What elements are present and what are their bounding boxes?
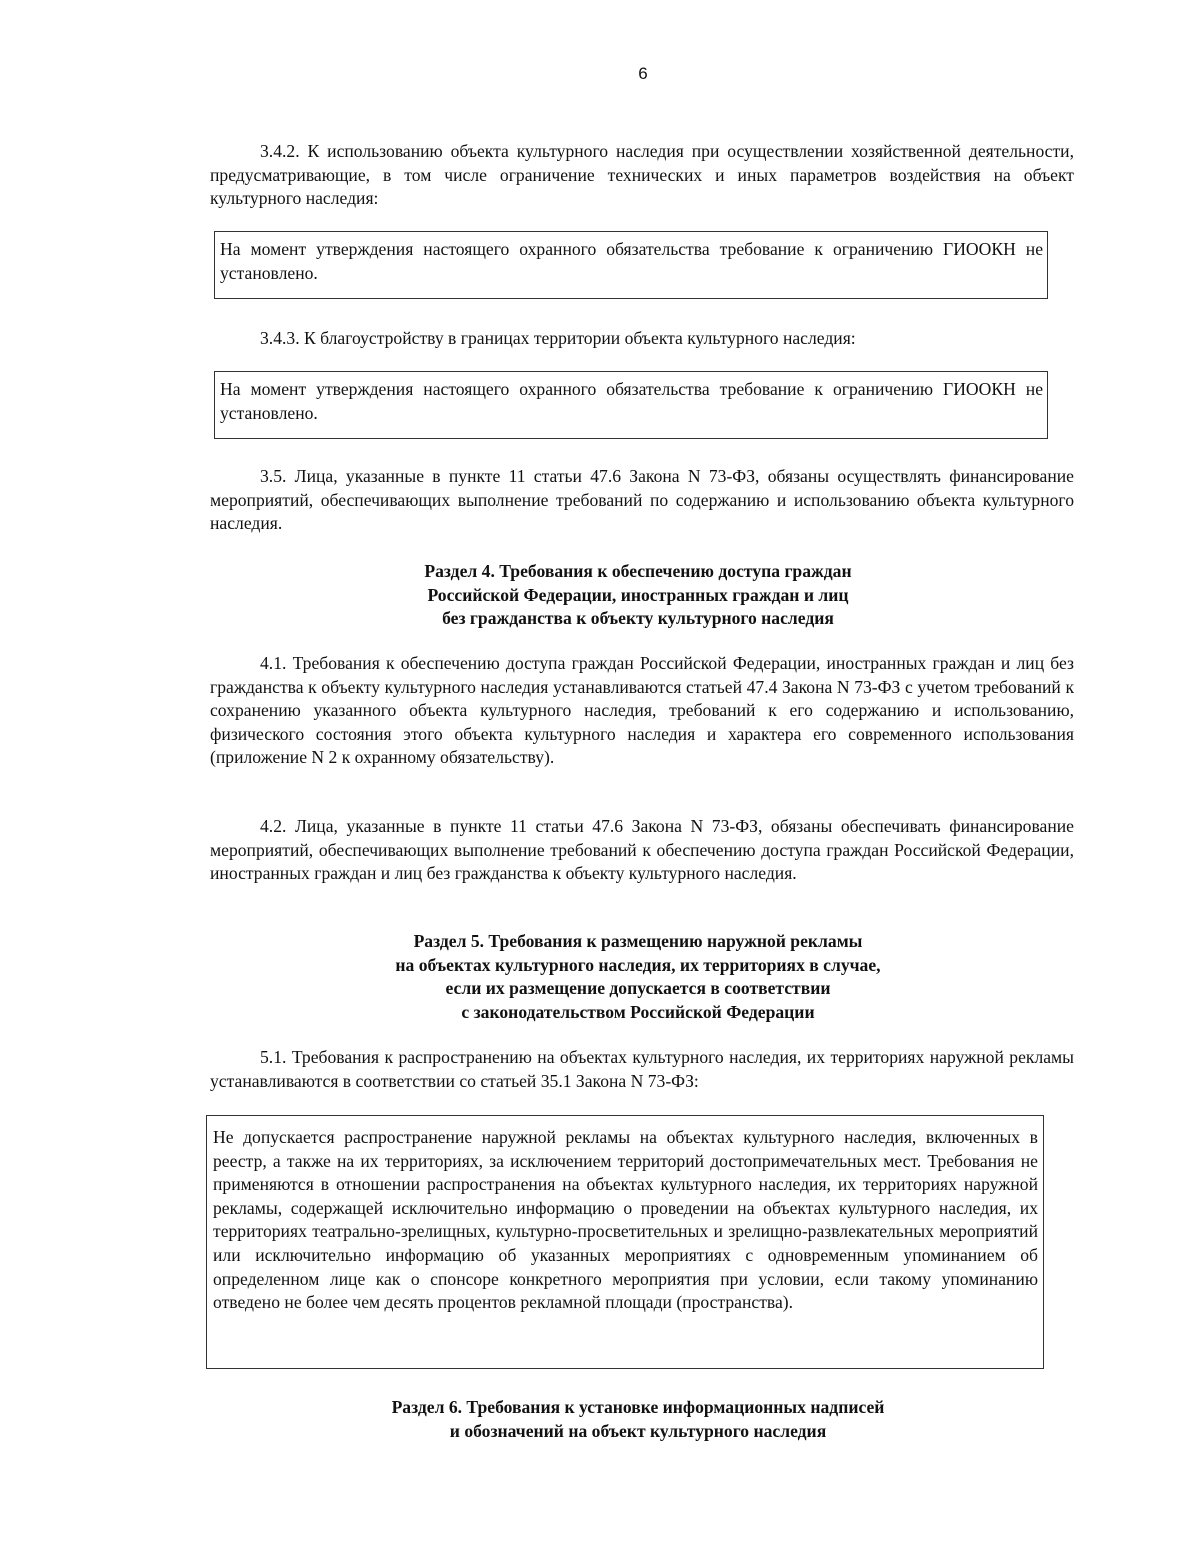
section-4-heading-line-3: без гражданства к объекту культурного наследия [442,608,834,629]
page-number: 6 [638,64,648,83]
section-6-heading [206,1396,1070,1443]
paragraph-3-4-3: 3.4.3. К благоустройству в границах территории объекта культурного наследия: [260,328,856,348]
section-6-heading-line-2: и обозначений на объект культурного наследия [449,1420,827,1441]
advertising-requirements-box: Не допускается распространение наружной рекламы на объектах культурного наследия, включенных в реестр, а также на их территориях, за исключением территорий достопримечательных мест. Требования не применяются в отношении распространения на объектах культурного наследия, их территориях наружной рекламы, содержащей исключительно информацию о проведении на объектах культурного наследия, их территориях театрально-зрелищных, культурно-просветительных и зрелищно-развлекательных мероприятий или исключительно информацию об указанных мероприятиях с одновременным упоминанием об определенном лице как о спонсоре конкретного мероприятия при условии, если такому упоминанию отведено не более чем десять процентов рекламной площади (пространства). [206,1115,1044,1369]
section-5-heading-line-3: если их размещение допускается в соответствии [445,978,831,999]
section-5-heading-line-1: Раздел 5. Требования к размещению наружной рекламы [413,931,863,951]
section-4-heading [206,560,1070,631]
section-5-heading [206,930,1070,1024]
paragraph-3-4-2: 3.4.2. К использованию объекта культурного наследия при осуществлении хозяйственной деятельности, предусматривающие, в том числе ограничение технических и иных параметров воздействия на объект культурного наследия: [210,141,1074,209]
section-4-heading-line-2: Российской Федерации, иностранных граждан и лиц [427,584,849,605]
paragraph-3-5: 3.5. Лица, указанные в пункте 11 статьи 47.6 Закона N 73-ФЗ, обязаны осуществлять финансирование мероприятий, обеспечивающих выполнение требований по содержанию и использованию объекта культурного наследия. [210,466,1074,534]
section-4-heading-line-1: Раздел 4. Требования к обеспечению доступа граждан [424,561,852,581]
section-5-heading-line-2: на объектах культурного наследия, их территориях в случае, [395,954,881,975]
paragraph-4-2: 4.2. Лица, указанные в пункте 11 статьи 47.6 Закона N 73-ФЗ, обязаны обеспечивать финансирование мероприятий, обеспечивающих выполнение требований к обеспечению доступа граждан Российской Федерации, иностранных граждан и лиц без гражданства к объекту культурного наследия. [210,816,1074,884]
section-6-heading-line-1: Раздел 6. Требования к установке информационных надписей [391,1397,885,1417]
section-5-heading-line-4: с законодательством Российской Федерации [461,1001,815,1022]
requirement-box-1: На момент утверждения настоящего охранного обязательства требование к ограничению ГИООКН не установлено. [214,231,1048,299]
paragraph-5-1: 5.1. Требования к распространению на объектах культурного наследия, их территориях наружной рекламы устанавливаются в соответствии со статьей 35.1 Закона N 73-ФЗ: [210,1047,1074,1091]
requirement-box-2: На момент утверждения настоящего охранного обязательства требование к ограничению ГИООКН не установлено. [214,371,1048,439]
paragraph-4-1: 4.1. Требования к обеспечению доступа граждан Российской Федерации, иностранных граждан и лиц без гражданства к объекту культурного наследия устанавливаются статьей 47.4 Закона N 73-ФЗ с учетом требований к сохранению указанного объекта культурного наследия, требований к его содержанию и использованию, физического состояния этого объекта культурного наследия и характера его современного использования (приложение N 2 к охранному обязательству). [210,653,1074,768]
